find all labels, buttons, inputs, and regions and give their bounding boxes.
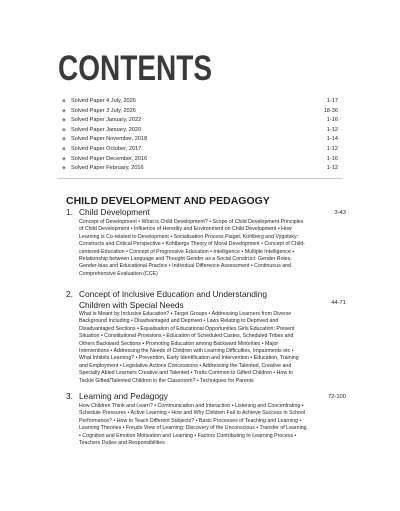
bullet-icon: ◆ bbox=[62, 155, 66, 162]
bullet-icon: ◆ bbox=[62, 98, 66, 104]
bullet-icon: ◆ bbox=[62, 145, 66, 152]
chapter-pages: 44-71 bbox=[331, 300, 346, 306]
paper-label: Solved Paper January, 2020 bbox=[71, 126, 142, 133]
list-item[interactable] bbox=[62, 135, 338, 145]
chapter-title bbox=[66, 207, 150, 218]
section-title: CHILD DEVELOPMENT AND PEDAGOGY bbox=[66, 195, 270, 207]
bullet-icon: ◆ bbox=[62, 107, 66, 114]
paper-pages: 1-14 bbox=[326, 136, 338, 143]
paper-label: Solved Paper October, 2017 bbox=[71, 145, 142, 152]
chapter-pages: 72-100 bbox=[327, 394, 346, 400]
paper-label: Solved Paper 4 July, 2026 bbox=[71, 98, 136, 104]
paper-pages: 1-16 bbox=[326, 117, 338, 124]
chapter-number: 2. bbox=[66, 289, 73, 299]
chapter-pages: 3-43 bbox=[334, 210, 346, 216]
paper-label: Solved Paper 3 July, 2026 bbox=[71, 107, 136, 114]
chapter-title-line-2: Children with Special Needs bbox=[79, 299, 184, 310]
paper-pages: 1-12 bbox=[326, 126, 338, 133]
paper-pages: 1-17 bbox=[326, 98, 338, 104]
paper-label: Solved Paper November, 2018 bbox=[71, 136, 148, 143]
list-item[interactable] bbox=[62, 97, 338, 107]
paper-pages: 1-12 bbox=[326, 145, 338, 152]
chapter-entry-2[interactable] bbox=[66, 289, 346, 384]
bullet-icon: ◆ bbox=[62, 117, 66, 124]
chapter-entry-1[interactable] bbox=[66, 207, 346, 287]
chapter-description: Concept of Development • What is Child Development? • Scope of Child Development Principles of Child Development • Influence of Heredity and Environment on Child Development • How Learning is Co-related to Development • Socialisation Process Piaget, Kohlberg and Vygotsky: Constructs and Critical Perspective • Kohlbergs Theory of Moral Development • Concept of Child-centered-Education • Concept of Progressive Education • Intelligence • Multiple Intelligence • Relationship between Language and Thought Gender as a Social Construct: Gender Roles, Gender-bias and Educational Practice • Individual Difference Assessment • Continuous and Comprehensive Evaluation (CCE) bbox=[79, 219, 305, 277]
chapter-title-text: Child Development bbox=[79, 207, 150, 217]
paper-pages: 18-36 bbox=[323, 107, 338, 114]
bullet-icon: ◆ bbox=[62, 136, 66, 143]
paper-label: Solved Paper January, 2022 bbox=[71, 117, 142, 124]
chapter-number: 3. bbox=[66, 391, 73, 401]
chapter-title bbox=[66, 289, 267, 310]
bullet-icon: ◆ bbox=[62, 126, 66, 133]
chapter-number: 1. bbox=[66, 207, 73, 217]
chapter-description: How Children Think and Learn? • Communication and Interaction • Listening and Concentrating • Schedule Pressures • Active Learning • How and Why Children Fail to Achieve Success in School Performance? • How to Teach Different Subjects? • Basic Processes of Teaching and Learning • Learning Theories • Freuds View of Learning: Discovery of the Unconscious • Transfer of Learning • Cognition and Emotion Motivation and Learning • Factors Contributing to Learning Process • Teachers Duties and Responsibilities bbox=[79, 403, 307, 447]
list-item[interactable] bbox=[62, 126, 338, 136]
list-item[interactable] bbox=[62, 164, 338, 174]
section-divider bbox=[58, 178, 342, 179]
list-item[interactable] bbox=[62, 155, 338, 165]
paper-pages: 1-12 bbox=[326, 165, 338, 172]
paper-label: Solved Paper December, 2016 bbox=[71, 155, 148, 162]
list-item[interactable] bbox=[62, 145, 338, 155]
chapter-description: What is Meant by Inclusive Education? • Target Groups • Addressing Learners from Diverse Background Including • Disadvantaged and Deprived • Laws Relating to Deprived and Disadvantaged Sections • Equalisation of Educational Opportunities Girls Education: Present Situation • Constitutional Provisions • Education of Scheduled Castes, Scheduled Tribes and Others Backward Sections • Promoting Education among Backward Minorities • Major Interventions • Addressing the Needs of Children with Learning Difficulties, Impairments etc • What Inhibits Learning? • Prevention, Early Identification and Intervention • Education, Training and Employment • Legislative Actions Concessions • Addressing the Talented, Creative and Specially Abled Learners Creative and Talented • Traits Common to Gifted Children • How to Tackle Gifted/Talented Children in the Classroom? • Techniques for Parents bbox=[79, 311, 299, 384]
paper-label: Solved Paper February, 2016 bbox=[71, 165, 144, 172]
list-item[interactable] bbox=[62, 116, 338, 126]
chapter-title bbox=[66, 391, 168, 402]
list-item[interactable] bbox=[62, 107, 338, 117]
bullet-icon: ◆ bbox=[62, 165, 66, 172]
solved-papers-list bbox=[62, 97, 338, 174]
page-heading: CONTENTS bbox=[58, 49, 212, 88]
chapter-title-text: Learning and Pedagogy bbox=[79, 391, 168, 401]
paper-pages: 1-16 bbox=[326, 155, 338, 162]
chapter-entry-3[interactable] bbox=[66, 391, 346, 471]
chapter-title-line-1: Concept of Inclusive Education and Understanding bbox=[79, 289, 268, 299]
